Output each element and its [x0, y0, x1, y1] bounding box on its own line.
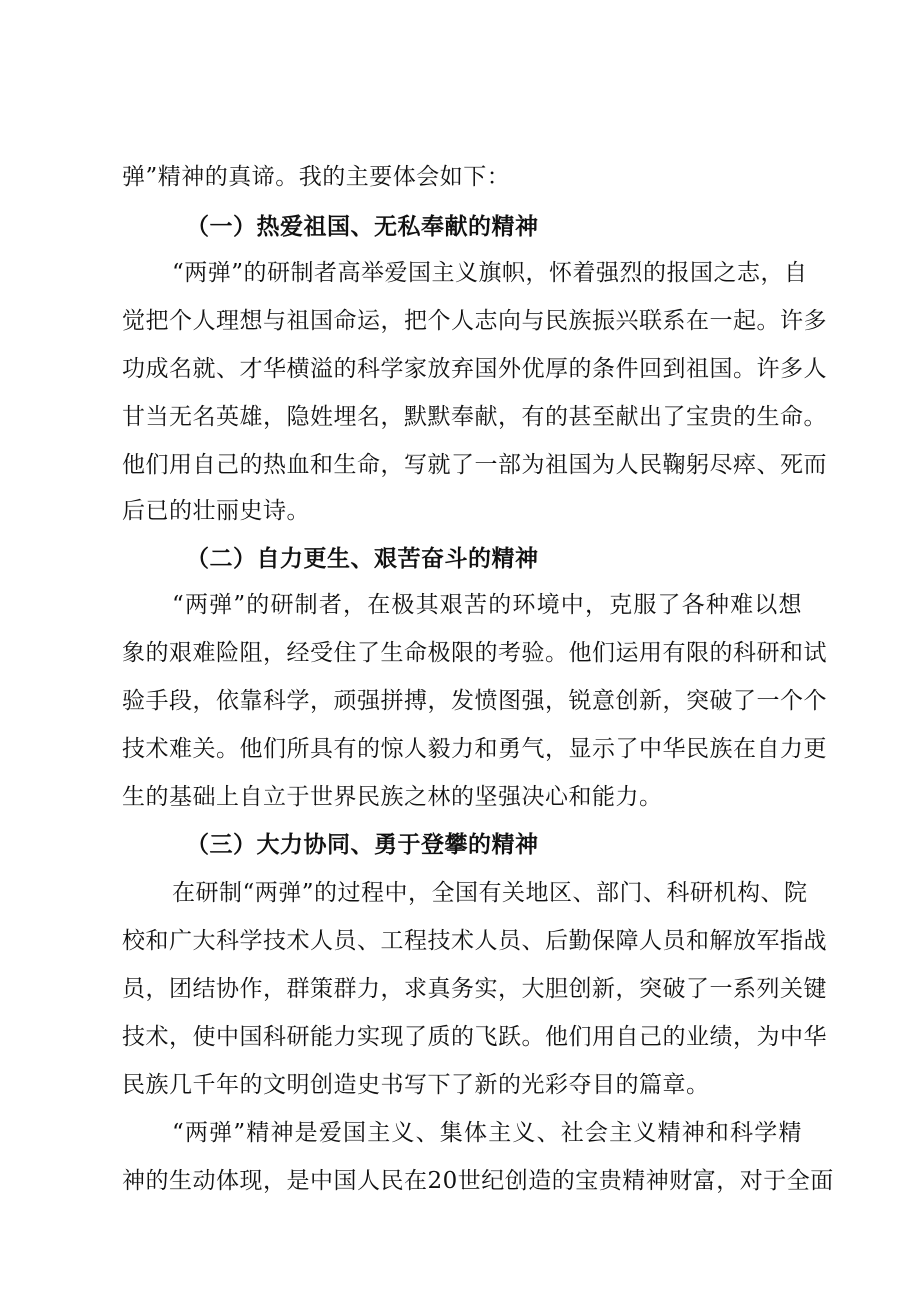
section-2-line-3: 验手段，依靠科学，顽强拼搏，发愤图强，锐意创新，突破了一个个 [122, 688, 827, 714]
closing-line-1: “两弹”精神是爱国主义、集体主义、社会主义精神和科学精 [172, 1120, 802, 1146]
section-3-heading: （三）大力协同、勇于登攀的精神 [186, 832, 539, 858]
section-2-line-2: 象的艰难险阻，经受住了生命极限的考验。他们运用有限的科研和试 [122, 640, 827, 666]
section-2-line-5: 生的基础上自立于世界民族之林的坚强决心和能力。 [122, 784, 663, 810]
section-1-line-5: 他们用自己的热血和生命，写就了一部为祖国为人民鞠躬尽瘁、死而 [122, 452, 827, 478]
section-3-line-5: 民族几千年的文明创造史书写下了新的光彩夺目的篇章。 [122, 1072, 710, 1098]
section-3-line-3: 员，团结协作，群策群力，求真务实，大胆创新，突破了一系列关键 [122, 976, 827, 1002]
section-2-heading: （二）自力更生、艰苦奋斗的精神 [186, 546, 539, 572]
section-3-line-4: 技术，使中国科研能力实现了质的飞跃。他们用自己的业绩，为中华 [122, 1024, 827, 1050]
section-3-line-2: 校和广大科学技术人员、工程技术人员、后勤保障人员和解放军指战 [122, 928, 827, 954]
section-1-line-3: 功成名就、才华横溢的科学家放弃国外优厚的条件回到祖国。许多人 [122, 356, 827, 382]
section-1-line-2: 觉把个人理想与祖国命运，把个人志向与民族振兴联系在一起。许多 [122, 308, 827, 334]
section-1-line-6: 后已的壮丽史诗。 [122, 498, 310, 524]
section-1-line-1: “两弹”的研制者高举爱国主义旗帜，怀着强烈的报国之志，自 [172, 260, 808, 286]
section-3-line-1: 在研制“两弹”的过程中，全国有关地区、部门、科研机构、院 [172, 880, 808, 906]
section-2-line-1: “两弹”的研制者，在极其艰苦的环境中，克服了各种难以想 [172, 592, 802, 618]
section-2-line-4: 技术难关。他们所具有的惊人毅力和勇气，显示了中华民族在自力更 [122, 736, 827, 762]
section-1-heading: （一）热爱祖国、无私奉献的精神 [186, 214, 539, 240]
section-1-line-4: 甘当无名英雄，隐姓埋名，默默奉献，有的甚至献出了宝贵的生命。 [122, 404, 827, 430]
intro-line: 弹”精神的真谛。我的主要体会如下： [122, 164, 511, 190]
closing-line-2: 神的生动体现，是中国人民在20世纪创造的宝贵精神财富，对于全面 [122, 1168, 834, 1194]
